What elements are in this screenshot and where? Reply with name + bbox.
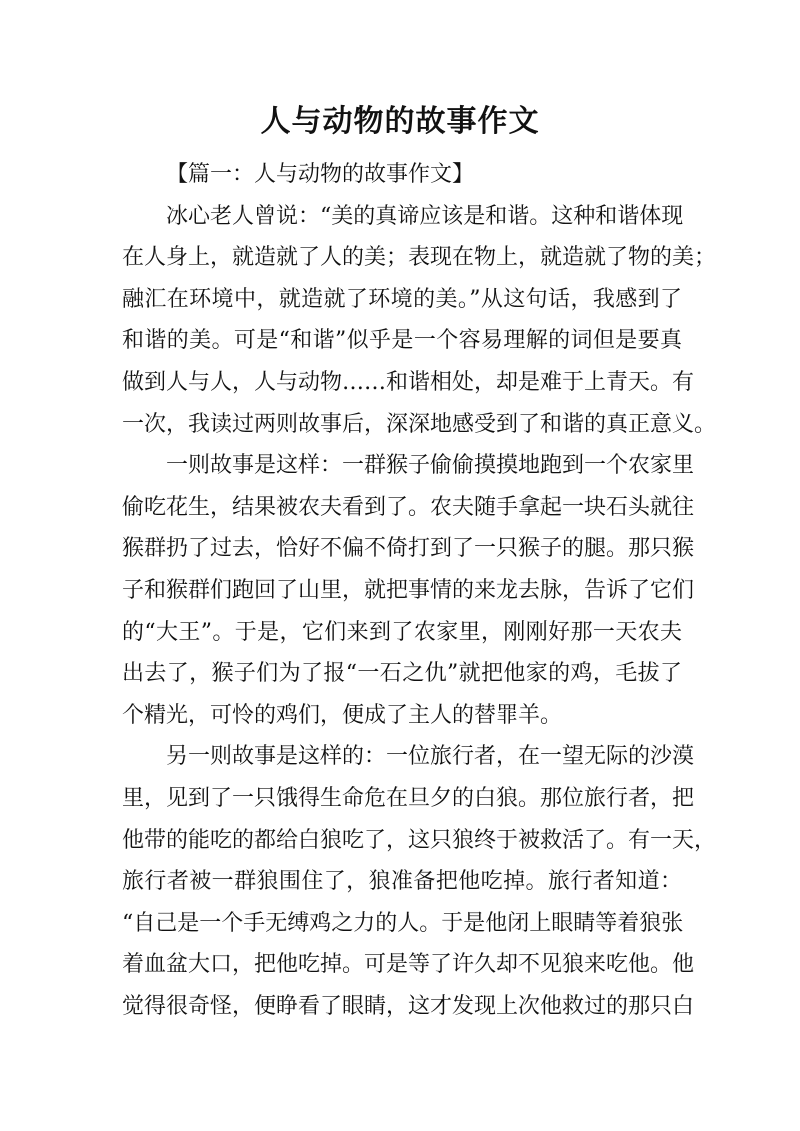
text-line: 另一则故事是这样的：一位旅行者，在一望无际的沙漠 [166,744,695,770]
text-line: 做到人与人，人与动物……和谐相处，却是难于上青天。有 [122,369,695,395]
text-line: 个精光，可怜的鸡们，便成了主人的替罪羊。 [122,702,563,728]
text-line: “自己是一个手无缚鸡之力的人。于是他闭上眼睛等着狼张 [122,910,684,936]
text-line: 冰心老人曾说：“美的真谛应该是和谐。这种和谐体现 [166,203,684,229]
paragraph-3 [122,736,717,1027]
text-line: 一则故事是这样：一群猴子偷偷摸摸地跑到一个农家里 [166,453,695,479]
text-line: 偷吃花生，结果被农夫看到了。农夫随手拿起一块石头就往 [122,494,695,520]
paragraph-2 [122,445,695,736]
paragraph-1 [122,196,717,446]
document-body [122,154,717,1027]
section-heading: 【篇一：人与动物的故事作文】 [166,162,475,187]
text-line: 一次，我读过两则故事后，深深地感受到了和谐的真正意义。 [122,411,717,437]
text-line: 在人身上，就造就了人的美；表现在物上，就造就了物的美； [122,245,717,271]
text-line: 和谐的美。可是“和谐”似乎是一个容易理解的词但是要真 [122,328,682,354]
text-line: 融汇在环境中，就造就了环境的美。”从这句话，我感到了 [122,286,682,312]
text-line: 猴群扔了过去，恰好不偏不倚打到了一只猴子的腿。那只猴 [122,536,695,562]
text-line: 着血盆大口，把他吃掉。可是等了许久却不见狼来吃他。他 [122,952,695,978]
text-line: 里，见到了一只饿得生命危在旦夕的白狼。那位旅行者，把 [122,785,695,811]
text-line: 的“大王”。于是，它们来到了农家里，刚刚好那一天农夫 [122,619,682,645]
text-line: 子和猴群们跑回了山里，就把事情的来龙去脉，告诉了它们 [122,577,695,603]
text-line: 他带的能吃的都给白狼吃了，这只狼终于被救活了。有一天， [122,827,717,853]
text-line: 觉得很奇怪，便睁看了眼睛，这才发现上次他救过的那只白 [122,993,695,1019]
text-line: 出去了，猴子们为了报“一石之仇”就把他家的鸡，毛拔了 [122,661,682,687]
text-line: 旅行者被一群狼围住了，狼准备把他吃掉。旅行者知道： [122,869,682,895]
page-title: 人与动物的故事作文 [260,104,540,139]
